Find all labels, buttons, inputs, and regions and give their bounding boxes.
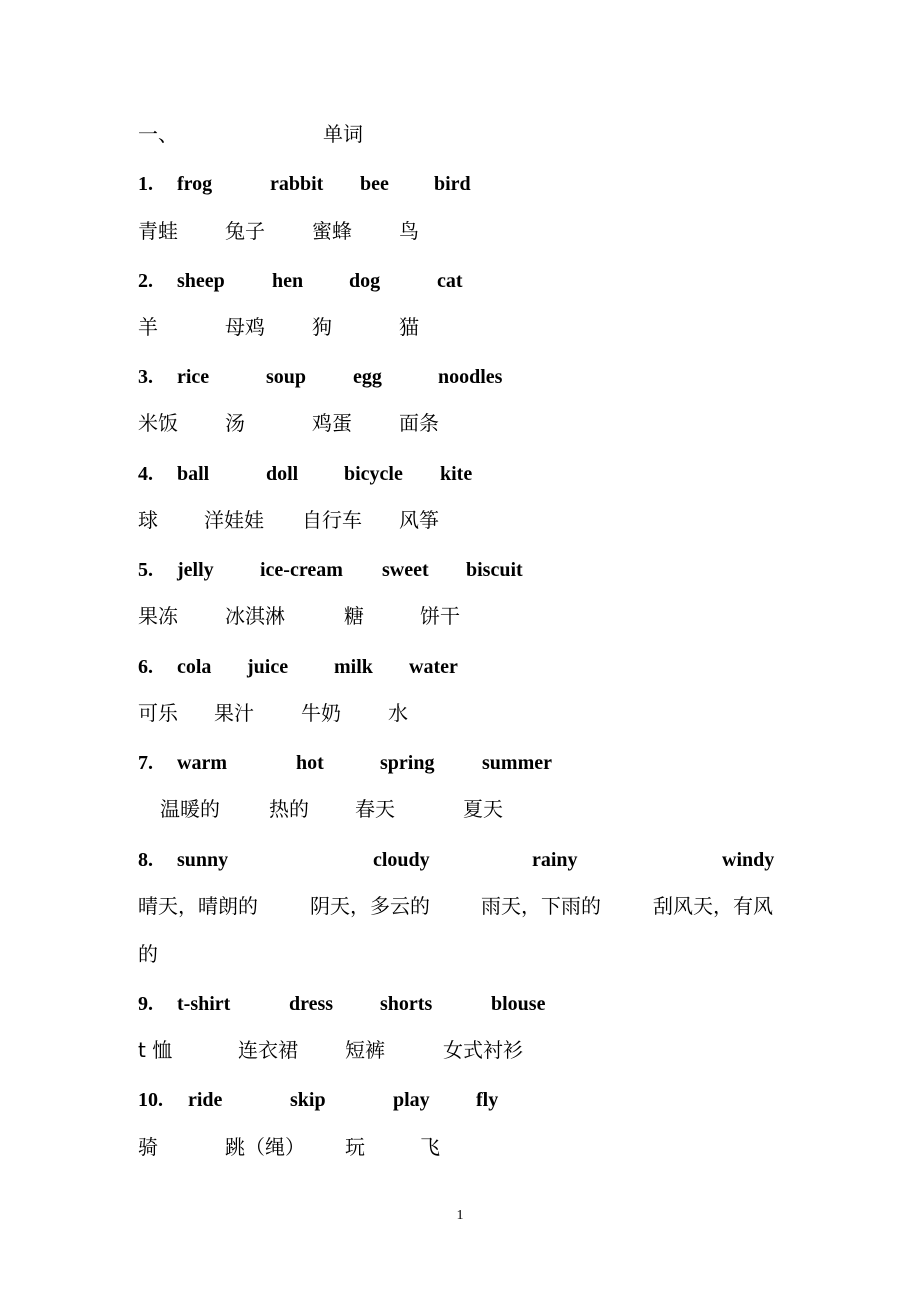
word-row-1 <box>0 168 920 198</box>
english-word: windy <box>722 849 775 871</box>
english-word: hen <box>272 270 304 292</box>
english-word: blouse <box>491 993 546 1015</box>
item-number: 6. <box>138 656 153 678</box>
english-word: noodles <box>438 366 503 388</box>
english-word: shorts <box>380 993 433 1015</box>
meaning-row-1 <box>0 215 920 245</box>
chinese-meaning: 果冻 <box>138 604 178 628</box>
word-row-4 <box>0 458 920 488</box>
chinese-meaning: 兔子 <box>225 219 265 243</box>
english-word: juice <box>247 656 289 678</box>
english-word: sweet <box>382 559 429 581</box>
chinese-meaning: 青蛙 <box>138 219 178 243</box>
chinese-meaning: t 恤 <box>138 1038 173 1062</box>
chinese-meaning: 母鸡 <box>225 315 265 339</box>
english-word: doll <box>266 463 299 485</box>
section-title: 单词 <box>323 122 363 146</box>
item-number: 1. <box>138 173 153 195</box>
english-word: kite <box>440 463 473 485</box>
page-number: 1 <box>456 1208 464 1223</box>
chinese-meaning: 蜜蜂 <box>312 219 352 243</box>
item-number: 3. <box>138 366 153 388</box>
chinese-meaning: 米饭 <box>138 411 178 435</box>
chinese-meaning: 牛奶 <box>301 701 341 725</box>
chinese-meaning: 自行车 <box>302 508 362 532</box>
english-word: warm <box>177 752 227 774</box>
chinese-meaning: 玩 <box>345 1135 365 1159</box>
word-row-5 <box>0 554 920 584</box>
english-word: bicycle <box>344 463 403 485</box>
english-word: egg <box>353 366 382 388</box>
chinese-meaning: 果汁 <box>214 701 254 725</box>
english-word: dress <box>289 993 334 1015</box>
chinese-meaning: 可乐 <box>138 701 178 725</box>
word-row-10 <box>0 1084 920 1114</box>
english-word: bird <box>434 173 471 195</box>
meaning-row-6 <box>0 697 920 727</box>
word-row-6 <box>0 651 920 681</box>
chinese-meaning: 夏天 <box>463 797 503 821</box>
chinese-meaning: 面条 <box>399 411 439 435</box>
word-row-8 <box>0 844 920 874</box>
english-word: jelly <box>177 559 214 581</box>
item-number: 10. <box>138 1089 163 1111</box>
chinese-meaning: 跳（绳） <box>225 1135 305 1159</box>
chinese-meaning: 水 <box>388 701 408 725</box>
english-word: cat <box>437 270 463 292</box>
english-word: water <box>409 656 458 678</box>
chinese-meaning: 晴天，晴朗的 <box>138 894 258 918</box>
meaning-row-5 <box>0 600 920 630</box>
english-word: sheep <box>177 270 225 292</box>
chinese-meaning: 连衣裙 <box>238 1038 298 1062</box>
meaning-row-3 <box>0 407 920 437</box>
meaning-row-4 <box>0 504 920 534</box>
english-word: ride <box>188 1089 223 1111</box>
chinese-meaning: 羊 <box>138 315 158 339</box>
english-word: frog <box>177 173 213 195</box>
item-number: 5. <box>138 559 153 581</box>
chinese-meaning: 糖 <box>344 604 364 628</box>
chinese-meaning: 冰淇淋 <box>225 604 285 628</box>
chinese-meaning: 刮风天，有风 <box>653 894 773 918</box>
word-row-9 <box>0 988 920 1018</box>
word-row-2 <box>0 265 920 295</box>
meaning-row-8 <box>0 890 920 920</box>
chinese-meaning: 洋娃娃 <box>204 508 264 532</box>
english-word: rabbit <box>270 173 324 195</box>
english-word: t-shirt <box>177 993 231 1015</box>
item-number: 2. <box>138 270 153 292</box>
english-word: dog <box>349 270 381 292</box>
chinese-meaning: 雨天，下雨的 <box>481 894 601 918</box>
english-word: sunny <box>177 849 229 871</box>
chinese-meaning: 鸡蛋 <box>312 411 352 435</box>
english-word: ice-cream <box>260 559 343 581</box>
chinese-meaning: 温暖的 <box>160 797 220 821</box>
english-word: ball <box>177 463 210 485</box>
item-number: 8. <box>138 849 153 871</box>
item-number: 4. <box>138 463 153 485</box>
english-word: rice <box>177 366 210 388</box>
item-number: 9. <box>138 993 153 1015</box>
chinese-meaning: 猫 <box>399 315 419 339</box>
chinese-meaning: 飞 <box>420 1135 440 1159</box>
chinese-meaning: 春天 <box>355 797 395 821</box>
chinese-meaning: 饼干 <box>420 604 460 628</box>
chinese-meaning: 的 <box>138 942 158 966</box>
chinese-meaning: 鸟 <box>399 219 419 243</box>
meaning-row-7 <box>0 793 920 823</box>
chinese-meaning: 骑 <box>138 1135 158 1159</box>
english-word: milk <box>334 656 373 678</box>
chinese-meaning: 女式衬衫 <box>443 1038 523 1062</box>
section-number: 一、 <box>138 122 178 146</box>
word-row-3 <box>0 361 920 391</box>
chinese-meaning: 热的 <box>269 797 309 821</box>
chinese-meaning: 风筝 <box>399 508 439 532</box>
word-row-7 <box>0 747 920 777</box>
chinese-meaning: 汤 <box>225 411 245 435</box>
chinese-meaning: 短裤 <box>345 1038 385 1062</box>
english-word: fly <box>476 1089 499 1111</box>
english-word: summer <box>482 752 552 774</box>
meaning-row-10 <box>0 1131 920 1161</box>
meaning-row-2 <box>0 311 920 341</box>
meaning-row-8-continued <box>0 938 920 968</box>
item-number: 7. <box>138 752 153 774</box>
english-word: biscuit <box>466 559 523 581</box>
english-word: play <box>393 1089 430 1111</box>
section-heading <box>0 118 920 148</box>
english-word: spring <box>380 752 435 774</box>
english-word: cola <box>177 656 212 678</box>
chinese-meaning: 狗 <box>312 315 332 339</box>
chinese-meaning: 球 <box>138 508 158 532</box>
english-word: rainy <box>532 849 578 871</box>
chinese-meaning: 阴天，多云的 <box>310 894 430 918</box>
english-word: hot <box>296 752 324 774</box>
english-word: bee <box>360 173 389 195</box>
english-word: skip <box>290 1089 326 1111</box>
meaning-row-9 <box>0 1034 920 1064</box>
english-word: soup <box>266 366 307 388</box>
english-word: cloudy <box>373 849 430 871</box>
